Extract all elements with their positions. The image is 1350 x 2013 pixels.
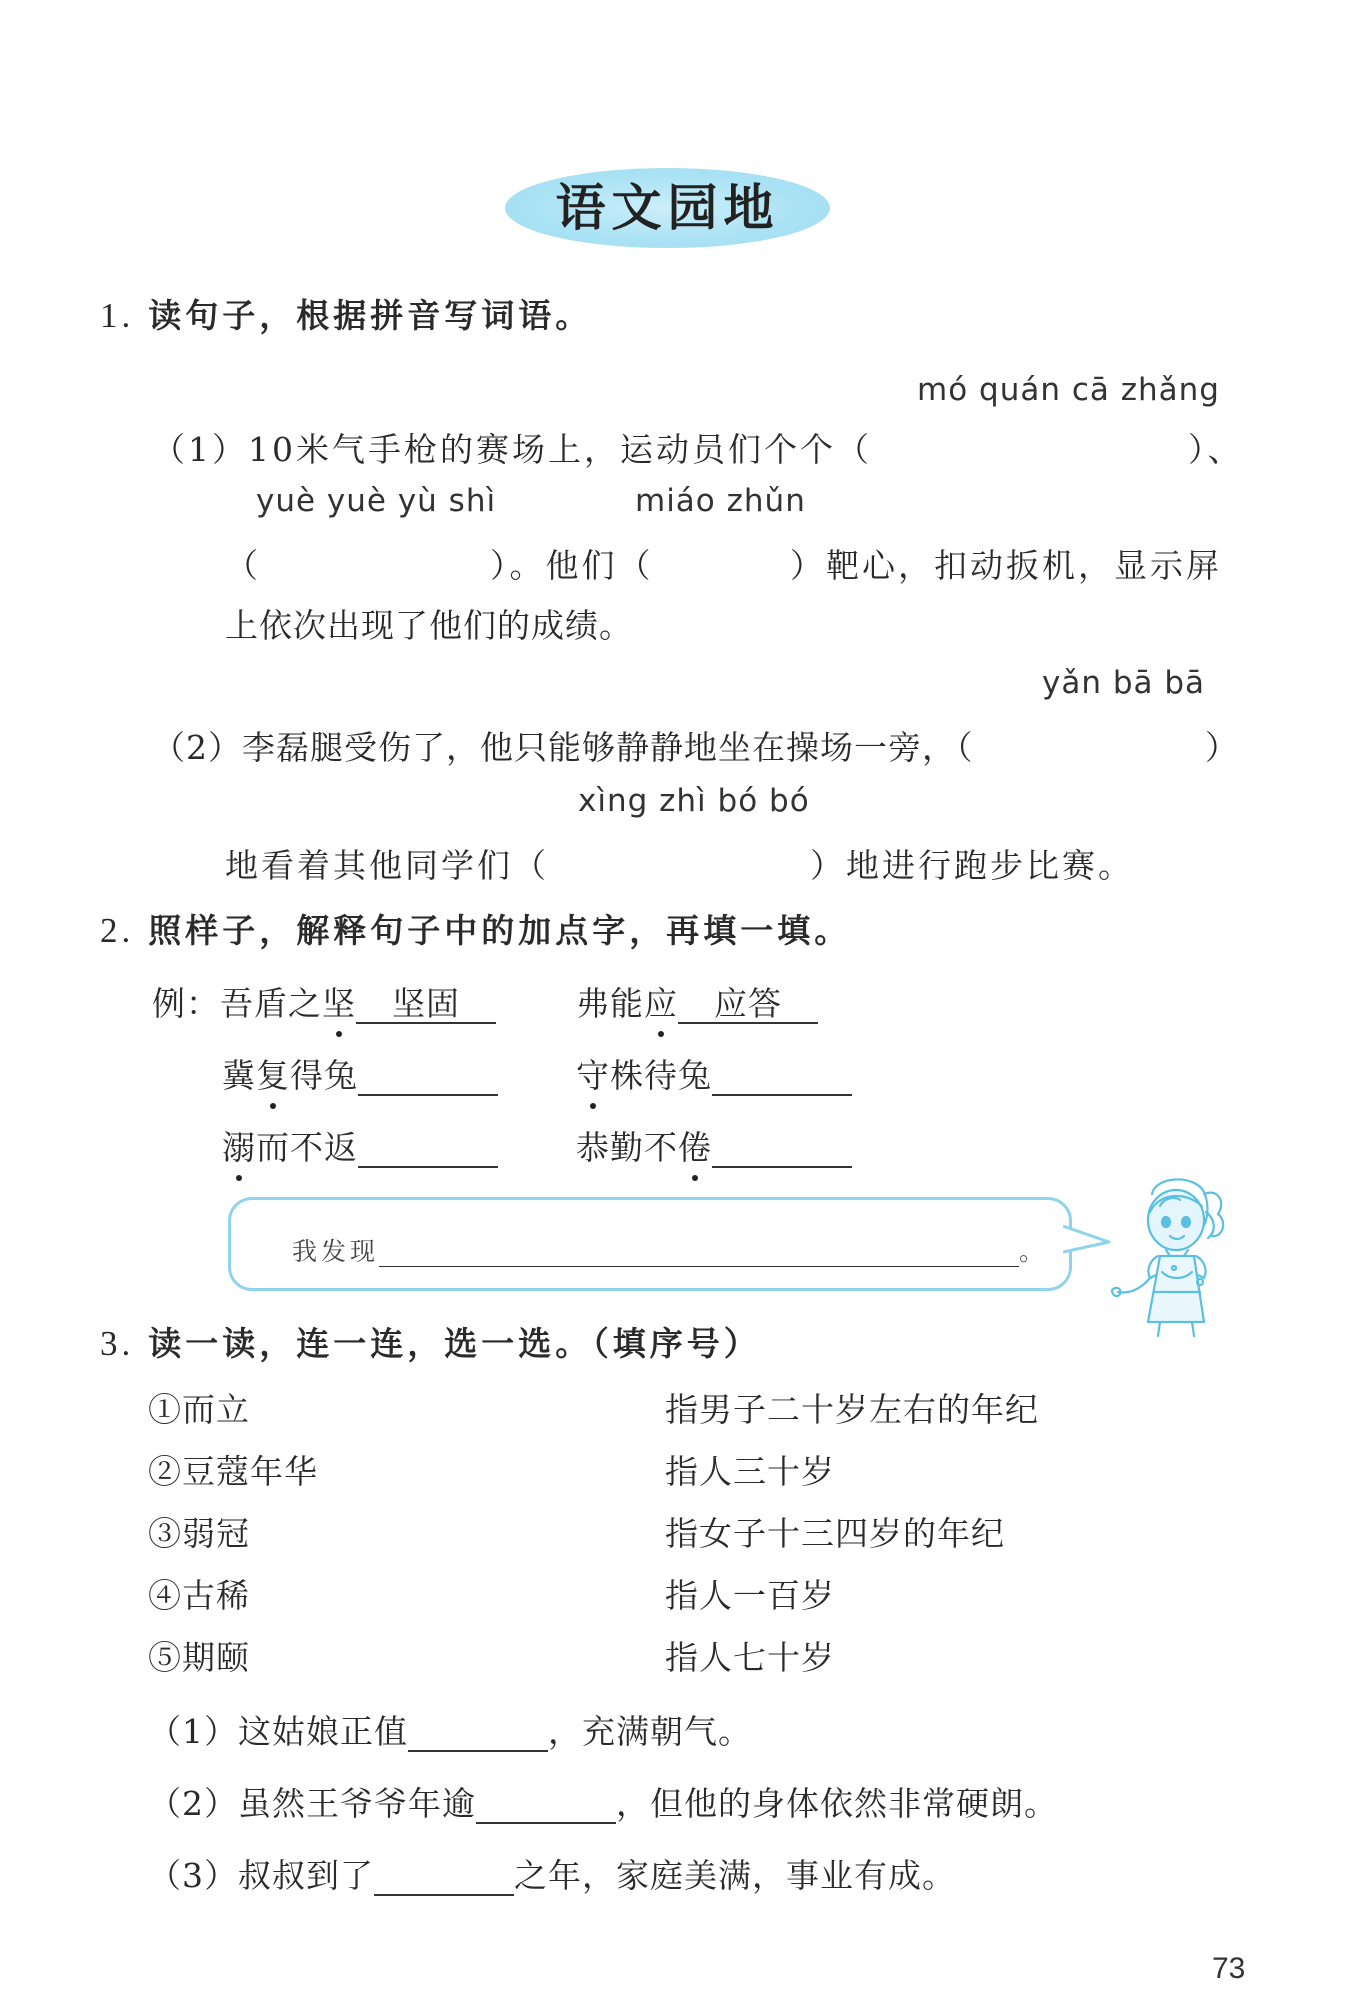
pinyin-miao-zhun: miáo zhǔn [635, 483, 806, 519]
meaning-3[interactable]: 指女子十三四岁的年纪 [665, 1514, 1005, 1553]
q2-item-4-pre: 恭勤不 [576, 1128, 678, 1167]
q3-sentence-1-pre: 这姑娘正值 [238, 1712, 408, 1751]
term-1[interactable]: ①而立 [148, 1390, 250, 1429]
q3-sentence-2 [148, 1778, 1058, 1825]
example-1-dotted-char: 坚 [322, 978, 356, 1025]
question-3-instruction: 读一读，连一连，选一选。（填序号） [148, 1324, 761, 1363]
q3-sentence-3-post: 之年，家庭美满，事业有成。 [514, 1856, 956, 1895]
question-1-instruction: 读句子，根据拼音写词语。 [148, 296, 593, 335]
q1-item1-line1 [152, 424, 872, 471]
q1-item1-line1-end: ）、 [1188, 430, 1244, 469]
discovery-row [292, 1232, 1048, 1268]
example-1-answer: 坚固 [356, 986, 496, 1024]
q3-sentence-3-blank[interactable] [374, 1858, 514, 1896]
pinyin-xing-zhi-bo-bo: xìng zhì bó bó [578, 783, 810, 819]
q3-sentence-1 [148, 1706, 752, 1753]
q1-item1-label: （1） [152, 430, 248, 469]
pinyin-yue-yue-yu-shi: yuè yuè yù shì [256, 483, 497, 519]
question-1-number: 1. [100, 296, 135, 335]
example-1 [152, 978, 496, 1025]
q1-item2-line2-start: 地看着其他同学们（ [225, 846, 549, 885]
discovery-blank[interactable] [379, 1238, 1019, 1267]
q2-item-3 [222, 1122, 498, 1169]
q1-item1-line2-open: （ [225, 546, 261, 585]
q2-item-3-post: 而不返 [256, 1128, 358, 1167]
q2-item-1 [222, 1050, 498, 1097]
q2-item-1-blank[interactable] [358, 1058, 498, 1096]
q3-sentence-3-label: （3） [148, 1856, 238, 1895]
example-label: 例： [152, 984, 220, 1023]
meaning-5[interactable]: 指人七十岁 [665, 1638, 835, 1677]
q3-sentence-2-blank[interactable] [476, 1786, 616, 1824]
q1-item1-line2-end: ）靶心，扣动扳机，显示屏 [790, 546, 1222, 585]
q2-item-2-blank[interactable] [712, 1058, 852, 1096]
q1-item2-label: （2） [152, 728, 242, 767]
q2-item-3-blank[interactable] [358, 1130, 498, 1168]
q2-item-4 [576, 1122, 852, 1169]
term-4[interactable]: ④古稀 [148, 1576, 250, 1615]
q2-item-3-dotted-char: 溺 [222, 1122, 256, 1169]
q2-item-1-post: 得兔 [290, 1056, 358, 1095]
q2-item-4-blank[interactable] [712, 1130, 852, 1168]
pinyin-mo-quan-ca-zhang: mó quán cā zhǎng [917, 372, 1220, 408]
q2-item-2-dotted-char: 守 [576, 1050, 610, 1097]
q3-sentence-2-label: （2） [148, 1784, 238, 1823]
q3-sentence-1-label: （1） [148, 1712, 238, 1751]
meaning-4[interactable]: 指人一百岁 [665, 1576, 835, 1615]
q2-item-1-dotted-char: 复 [256, 1050, 290, 1097]
example-2-dotted-char: 应 [644, 978, 678, 1025]
q1-item2-line2-end: ）地进行跑步比赛。 [810, 846, 1134, 885]
meaning-1[interactable]: 指男子二十岁左右的年纪 [665, 1390, 1039, 1429]
term-5[interactable]: ⑤期颐 [148, 1638, 250, 1677]
question-2-heading [100, 905, 851, 952]
q2-item-2 [576, 1050, 852, 1097]
q3-sentence-1-blank[interactable] [408, 1714, 548, 1752]
q2-item-4-dotted-char: 倦 [678, 1122, 712, 1169]
q1-item2-line1 [152, 722, 974, 769]
girl-illustration [1100, 1172, 1240, 1342]
question-1-heading [100, 290, 592, 337]
page-title: 语文园地 [555, 178, 780, 237]
q1-item1-line1-text: 10米气手枪的赛场上，运动员们个个（ [248, 430, 872, 469]
pinyin-yan-ba-ba: yǎn bā bā [1042, 665, 1206, 701]
discovery-end: 。 [1019, 1237, 1049, 1266]
q1-item1-line3: 上依次出现了他们的成绩。 [225, 606, 633, 645]
q1-item2-line1-end: ） [1205, 728, 1241, 767]
question-3-heading [100, 1318, 761, 1365]
meaning-2[interactable]: 指人三十岁 [665, 1452, 835, 1491]
example-2-answer: 应答 [678, 986, 818, 1024]
q1-item1-line2-mid: ）。他们（ [490, 546, 654, 585]
example-1-pre: 吾盾之 [220, 984, 322, 1023]
term-2[interactable]: ②豆蔻年华 [148, 1452, 318, 1491]
q2-item-1-pre: 冀 [222, 1056, 256, 1095]
q3-sentence-3 [148, 1850, 956, 1897]
q1-item2-line1-text: 李磊腿受伤了，他只能够静静地坐在操场一旁，（ [242, 728, 974, 767]
page-number: 73 [1212, 1952, 1246, 1985]
term-3[interactable]: ③弱冠 [148, 1514, 250, 1553]
question-3-number: 3. [100, 1324, 135, 1363]
question-2-number: 2. [100, 911, 135, 950]
q2-item-2-post: 株待兔 [610, 1056, 712, 1095]
q3-sentence-3-pre: 叔叔到了 [238, 1856, 374, 1895]
example-2 [576, 978, 818, 1025]
q3-sentence-1-post: ，充满朝气。 [548, 1712, 752, 1751]
question-2-instruction: 照样子，解释句子中的加点字，再填一填。 [148, 911, 852, 950]
discovery-label: 我发现 [292, 1237, 380, 1266]
q3-sentence-2-pre: 虽然王爷爷年逾 [238, 1784, 476, 1823]
q3-sentence-2-post: ，但他的身体依然非常硬朗。 [616, 1784, 1058, 1823]
example-2-pre: 弗能 [576, 984, 644, 1023]
